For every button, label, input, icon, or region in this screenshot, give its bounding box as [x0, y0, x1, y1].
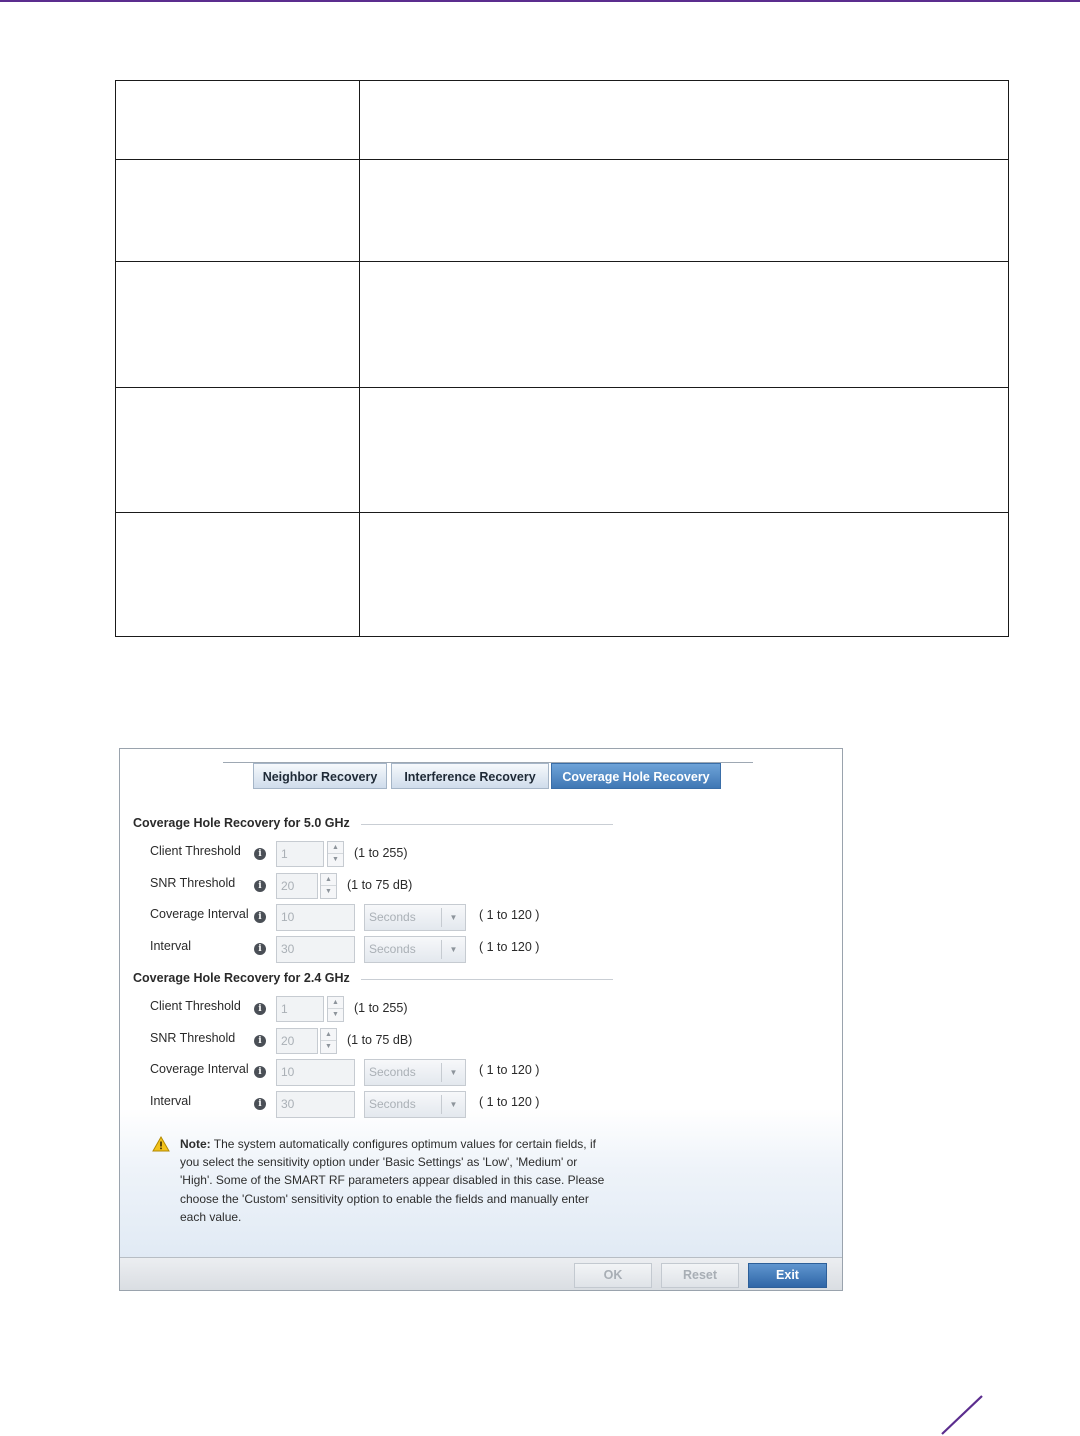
- snr-threshold-range: (1 to 75 dB): [347, 1033, 413, 1047]
- table-cell: [116, 388, 360, 513]
- table-cell: [116, 160, 360, 262]
- select-value: Seconds: [369, 910, 416, 924]
- table-cell: [360, 160, 1009, 262]
- chevron-up-icon[interactable]: ▲: [321, 1029, 336, 1041]
- tab-coverage-hole-recovery[interactable]: Coverage Hole Recovery: [551, 763, 721, 789]
- info-icon[interactable]: i: [254, 943, 266, 955]
- chevron-down-icon[interactable]: ▼: [325, 1043, 332, 1050]
- info-icon[interactable]: i: [254, 1066, 266, 1078]
- chevron-up-icon[interactable]: ▲: [328, 842, 343, 854]
- interval-range: ( 1 to 120 ): [479, 940, 540, 954]
- table-cell: [360, 262, 1009, 388]
- dialog-footer: [120, 1257, 842, 1291]
- coverage-interval-input[interactable]: 10: [276, 1059, 355, 1086]
- table-cell: [116, 513, 360, 637]
- chevron-up-icon[interactable]: ▲: [321, 874, 336, 886]
- exit-button[interactable]: Exit: [748, 1263, 827, 1288]
- section-divider: [361, 979, 613, 980]
- page-corner-slash-icon: [936, 1394, 986, 1436]
- note-text: The system automatically configures optimum values for certain fields, if you select the sensitivity option under 'Basic Settings' as 'Low', 'Medium' or 'High'. Some of the SMART RF parameters appear disabled in this case. Please choose the 'Custom' sensitivity option to enable the fields and manually enter each value.: [180, 1137, 605, 1224]
- coverage-interval-unit-select[interactable]: [364, 904, 466, 931]
- table-cell: [360, 388, 1009, 513]
- ok-button[interactable]: OK: [574, 1263, 652, 1288]
- snr-threshold-input[interactable]: 20: [276, 1028, 318, 1054]
- table-cell: [360, 81, 1009, 160]
- section-title-24ghz: Coverage Hole Recovery for 2.4 GHz: [133, 971, 350, 985]
- info-icon[interactable]: i: [254, 1003, 266, 1015]
- client-threshold-stepper[interactable]: [327, 996, 344, 1022]
- interval-label: Interval: [150, 939, 191, 953]
- snr-threshold-stepper[interactable]: [320, 1028, 337, 1054]
- snr-threshold-range: (1 to 75 dB): [347, 878, 413, 892]
- client-threshold-input[interactable]: 1: [276, 841, 324, 867]
- coverage-interval-input[interactable]: 10: [276, 904, 355, 931]
- interval-unit-select[interactable]: [364, 1091, 466, 1118]
- snr-threshold-stepper[interactable]: [320, 873, 337, 899]
- page-top-rule: [0, 0, 1080, 2]
- coverage-interval-unit-select[interactable]: [364, 1059, 466, 1086]
- sensitivity-note: [180, 1135, 610, 1226]
- client-threshold-stepper[interactable]: [327, 841, 344, 867]
- interval-input[interactable]: 30: [276, 1091, 355, 1118]
- interval-range: ( 1 to 120 ): [479, 1095, 540, 1109]
- coverage-interval-range: ( 1 to 120 ): [479, 908, 540, 922]
- select-value: Seconds: [369, 1097, 416, 1111]
- tab-neighbor-recovery[interactable]: Neighbor Recovery: [253, 763, 387, 789]
- table-cell: [116, 262, 360, 388]
- chevron-down-icon[interactable]: ▼: [441, 1063, 465, 1082]
- interval-input[interactable]: 30: [276, 936, 355, 963]
- interval-label: Interval: [150, 1094, 191, 1108]
- coverage-hole-recovery-panel: [119, 748, 843, 1291]
- chevron-down-icon[interactable]: ▼: [441, 908, 465, 927]
- info-icon[interactable]: i: [254, 880, 266, 892]
- reset-button[interactable]: Reset: [661, 1263, 739, 1288]
- select-value: Seconds: [369, 1065, 416, 1079]
- chevron-up-icon[interactable]: ▲: [328, 997, 343, 1009]
- section-title-5ghz: Coverage Hole Recovery for 5.0 GHz: [133, 816, 350, 830]
- chevron-down-icon[interactable]: ▼: [332, 1011, 339, 1018]
- table-row: [116, 388, 1009, 513]
- table-cell: [116, 81, 360, 160]
- interval-unit-select[interactable]: [364, 936, 466, 963]
- info-icon[interactable]: i: [254, 911, 266, 923]
- table-row: [116, 513, 1009, 637]
- note-prefix: Note:: [180, 1137, 211, 1151]
- client-threshold-label: Client Threshold: [150, 844, 241, 858]
- info-icon[interactable]: i: [254, 848, 266, 860]
- snr-threshold-input[interactable]: 20: [276, 873, 318, 899]
- chevron-down-icon[interactable]: ▼: [325, 888, 332, 895]
- table-cell: [360, 513, 1009, 637]
- client-threshold-input[interactable]: 1: [276, 996, 324, 1022]
- table-row: [116, 262, 1009, 388]
- client-threshold-range: (1 to 255): [354, 846, 408, 860]
- section-divider: [361, 824, 613, 825]
- snr-threshold-label: SNR Threshold: [150, 1031, 236, 1045]
- warning-icon: [152, 1136, 170, 1152]
- info-icon[interactable]: i: [254, 1098, 266, 1110]
- coverage-interval-label: Coverage Interval: [150, 1062, 249, 1076]
- chevron-down-icon[interactable]: ▼: [441, 1095, 465, 1114]
- table-row: [116, 81, 1009, 160]
- client-threshold-range: (1 to 255): [354, 1001, 408, 1015]
- coverage-interval-label: Coverage Interval: [150, 907, 249, 921]
- client-threshold-label: Client Threshold: [150, 999, 241, 1013]
- info-icon[interactable]: i: [254, 1035, 266, 1047]
- snr-threshold-label: SNR Threshold: [150, 876, 236, 890]
- coverage-interval-range: ( 1 to 120 ): [479, 1063, 540, 1077]
- description-table: [115, 80, 1009, 637]
- select-value: Seconds: [369, 942, 416, 956]
- table-row: [116, 160, 1009, 262]
- tab-interference-recovery[interactable]: Interference Recovery: [391, 763, 549, 789]
- chevron-down-icon[interactable]: ▼: [332, 856, 339, 863]
- chevron-down-icon[interactable]: ▼: [441, 940, 465, 959]
